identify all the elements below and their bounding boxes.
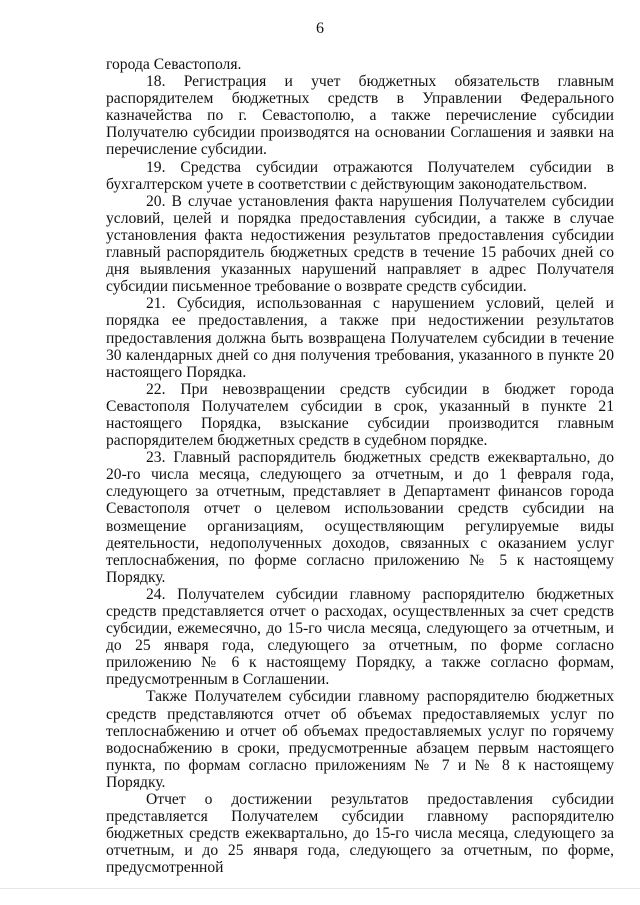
- paragraph-20: 20. В случае установления факта нарушения Получателем субсидии условий, целей и порядка предоставления субсидии, а также в случае установления факта недостижения результатов предоставления субсидии главный распорядитель бюджетных средств в течение 15 рабочих дней со дня выявления указанных нарушений направляет в адрес Получателя субсидии письменное требование о возврате средств субсидии.: [106, 192, 614, 296]
- paragraph-24-also: Также Получателем субсидии главному распорядителю бюджетных средств представляются отчет об объемах предоставляемых услуг по теплоснабжению и отчет об объемах предоставляемых услуг по горячему водоснабжению в сроки, предусмотренные абзацем первым настоящего пункта, по формам согласно приложениям № 7 и № 8 к настоящему Порядку.: [106, 688, 614, 791]
- scan-edge-line: [0, 888, 640, 889]
- paragraph-23: 23. Главный распорядитель бюджетных средств ежеквартально, до 20-го числа месяца, следующего за отчетным, и до 1 февраля года, следующего за отчетным, представляет в Департамент финансов города Севастополя отчет о целевом использовании средств субсидии на возмещение организациям, осуществляющим регулируемые виды деятельности, недополученных доходов, связанных с оказанием услуг теплоснабжения, по форме согласно приложению № 5 к настоящему Порядку.: [106, 449, 614, 586]
- paragraph-18: 18. Регистрация и учет бюджетных обязательств главным распорядителем бюджетных средств в Управлении Федерального казначейства по г. Севастополю, а также перечисление субсидии Получателю субсидии производятся на основании Соглашения и заявки на перечисление субсидии.: [106, 73, 614, 159]
- paragraph-22: 22. При невозвращении средств субсидии в бюджет города Севастополя Получателем субсидии в срок, указанный в пункте 21 настоящего Порядка, взыскание субсидии производится главным распорядителем бюджетных средств в судебном порядке.: [106, 380, 614, 450]
- paragraph-21: 21. Субсидия, использованная с нарушением условий, целей и порядка ее предоставления, а также при недостижении результатов предоставления должна быть возвращена Получателем субсидии в течение 30 календарных дней со дня получения требования, указанного в пункте 20 настоящего Порядка.: [106, 295, 614, 381]
- page-number: 6: [316, 20, 324, 37]
- paragraph-24: 24. Получателем субсидии главному распорядителю бюджетных средств представляется отчет о расходах, осуществленных за счет средств субсидии, ежемесячно, до 15-го числа месяца, следующего за отчетным, и до 25 января года, следующего за отчетным, по форме согласно приложению № 6 к настоящему Порядку, а также согласно формам, предусмотренным в Соглашении.: [106, 585, 614, 689]
- paragraph-24-report: Отчет о достижении результатов предоставления субсидии представляется Получателем субсидии главному распорядителю бюджетных средств ежеквартально, до 15-го числа месяца, следующего за отчетным, и до 25 января года, следующего за отчетным, по форме, предусмотренной: [106, 791, 614, 877]
- paragraph-19: 19. Средства субсидии отражаются Получателем субсидии в бухгалтерском учете в соответствии с действующим законодательством.: [106, 158, 614, 193]
- paragraph-continuation: города Севастополя.: [106, 56, 242, 73]
- document-body: [106, 56, 614, 877]
